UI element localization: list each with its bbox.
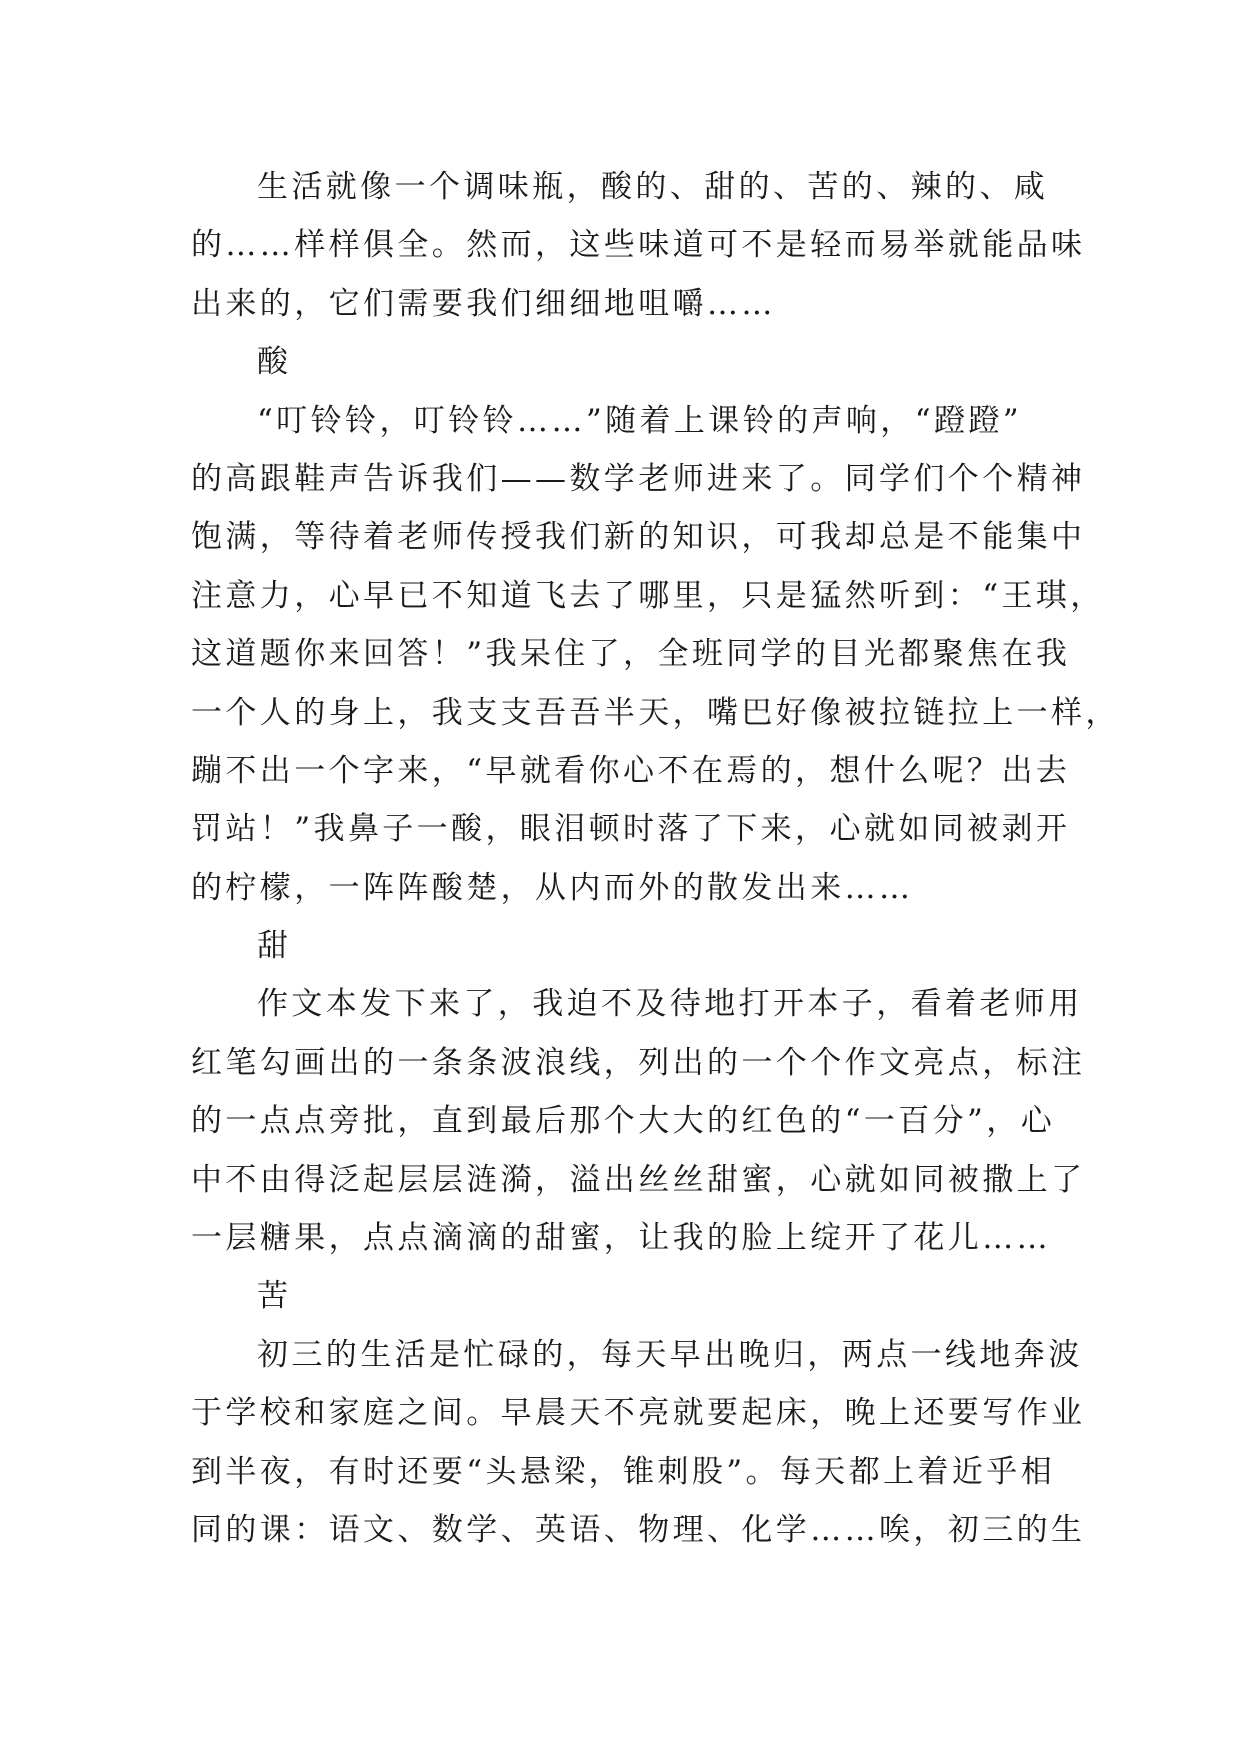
text-line: 作文本发下来了，我迫不及待地打开本子，看着老师用 xyxy=(257,986,1083,1023)
text-line: 的柠檬，一阵阵酸楚，从内而外的散发出来…… xyxy=(191,869,914,906)
text-line: 的高跟鞋声告诉我们——数学老师进来了。同学们个个精神 xyxy=(191,460,1086,497)
text-line: 到半夜，有时还要“头悬梁，锥刺股”。每天都上着近乎相 xyxy=(191,1453,1056,1490)
text-line: 这道题你来回答！”我呆住了，全班同学的目光都聚焦在我 xyxy=(191,636,1071,673)
text-line: 一个人的身上，我支支吾吾半天，嘴巴好像被拉链拉上一样， xyxy=(191,694,1120,731)
text-line: 酸 xyxy=(257,344,292,381)
text-line: 苦 xyxy=(257,1278,292,1315)
text-line: 同的课：语文、数学、英语、物理、化学……唉，初三的生 xyxy=(191,1511,1086,1548)
text-line: 中不由得泛起层层涟漪，溢出丝丝甜蜜，心就如同被撒上了 xyxy=(191,1161,1086,1198)
text-line: 的……样样俱全。然而，这些味道可不是轻而易举就能品味 xyxy=(191,227,1086,264)
text-line: 出来的，它们需要我们细细地咀嚼…… xyxy=(191,285,776,322)
text-line: 甜 xyxy=(257,928,292,965)
text-line: 一层糖果，点点滴滴的甜蜜，让我的脸上绽开了花儿…… xyxy=(191,1220,1051,1257)
text-line: 红笔勾画出的一条条波浪线，列出的一个个作文亮点，标注 xyxy=(191,1044,1086,1081)
text-line: 蹦不出一个字来，“早就看你心不在焉的，想什么呢？出去 xyxy=(191,752,1071,789)
text-line: 饱满，等待着老师传授我们新的知识，可我却总是不能集中 xyxy=(191,519,1086,556)
text-line: 罚站！”我鼻子一酸，眼泪顿时落了下来，心就如同被剥开 xyxy=(191,811,1071,848)
text-line: 注意力，心早已不知道飞去了哪里，只是猛然听到：“王琪， xyxy=(191,577,1105,614)
text-line: “叮铃铃，叮铃铃……”随着上课铃的声响，“蹬蹬” xyxy=(257,402,1022,439)
essay-body xyxy=(191,158,1120,1559)
text-line: 生活就像一个调味瓶，酸的、甜的、苦的、辣的、咸 xyxy=(257,169,1049,205)
text-line: 的一点点旁批，直到最后那个大大的红色的“一百分”，心 xyxy=(191,1103,1056,1140)
text-line: 于学校和家庭之间。早晨天不亮就要起床，晚上还要写作业 xyxy=(191,1395,1086,1432)
text-line: 初三的生活是忙碌的，每天早出晚归，两点一线地奔波 xyxy=(257,1336,1083,1373)
